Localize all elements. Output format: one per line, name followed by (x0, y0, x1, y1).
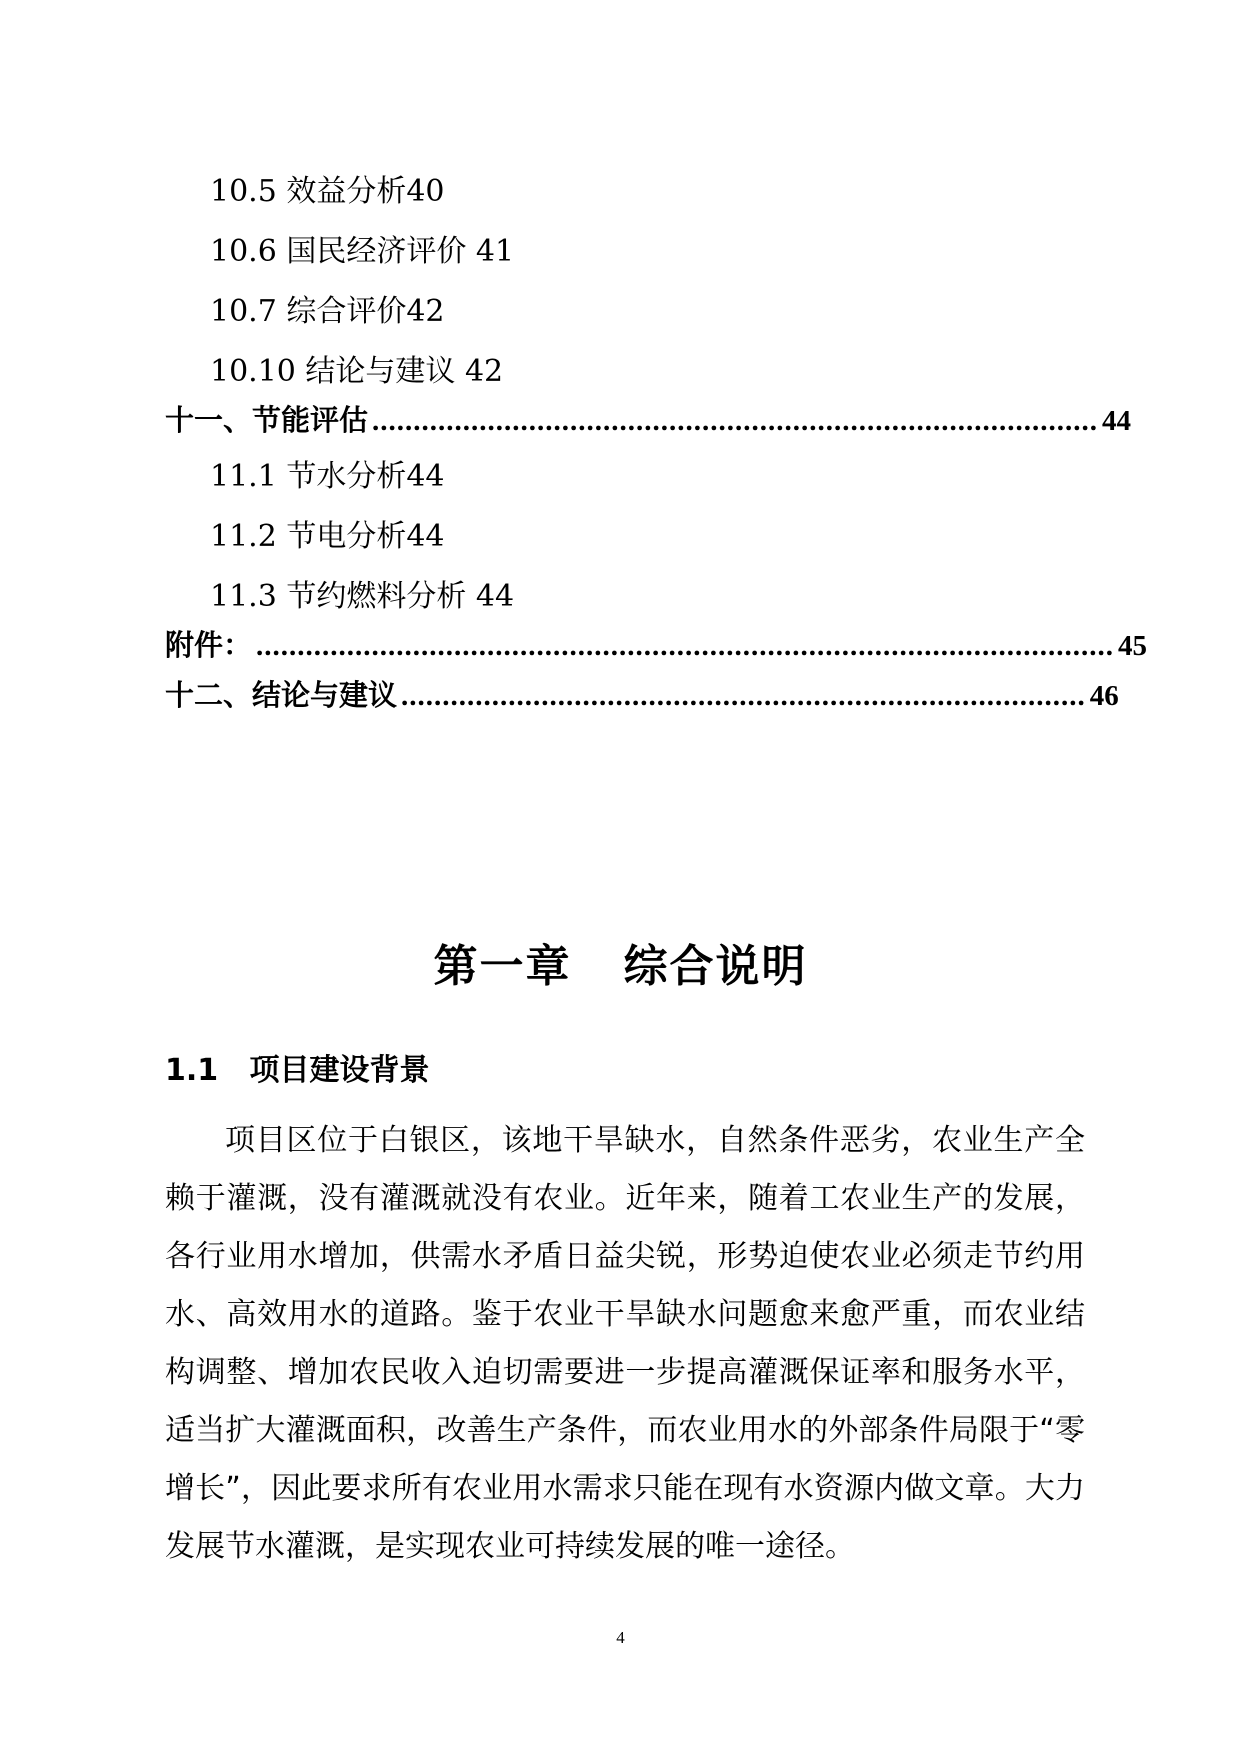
toc-entry-label: 附件： (165, 628, 253, 662)
toc-dot-leader: ........................................................................................................ (256, 630, 1115, 662)
toc-entry-label: 十一、节能评估 (165, 403, 369, 437)
toc-item-11-2: 11.2 节电分析44 (210, 519, 445, 554)
toc-entry-page: 44 (1102, 405, 1132, 437)
toc-item-10-5: 10.5 效益分析40 (210, 174, 445, 209)
toc-item-10-10: 10.10 结论与建议 42 (210, 354, 504, 389)
chapter-title: 第一章 综合说明 (433, 941, 808, 992)
toc-item-11-3: 11.3 节约燃料分析 44 (210, 579, 515, 614)
toc-entry-page: 45 (1118, 630, 1148, 662)
toc-item-11-1: 11.1 节水分析44 (210, 459, 445, 494)
toc-dot-leader: ........................................................................................ (372, 405, 1099, 437)
section-heading: 1.1 项目建设背景 (165, 1053, 430, 1088)
toc-item-10-7: 10.7 综合评价42 (210, 294, 445, 329)
toc-entry-label: 十二、结论与建议 (165, 678, 398, 712)
toc-entry-appendix (165, 625, 1148, 666)
page-number: 4 (616, 1628, 625, 1647)
toc-entry-chapter-11 (165, 400, 1132, 441)
toc-entry-page: 46 (1089, 680, 1119, 712)
toc-entry-chapter-12 (165, 675, 1119, 716)
section-paragraph: 项目区位于白银区，该地干旱缺水，自然条件恶劣，农业生产全赖于灌溉，没有灌溉就没有农业。近年来，随着工农业生产的发展，各行业用水增加，供需水矛盾日益尖锐，形势迫使农业必须走节约用水、高效用水的道路。鉴于农业干旱缺水问题愈来愈严重，而农业结构调整、增加农民收入迫切需要进一步提高灌溉保证率和服务水平，适当扩大灌溉面积，改善生产条件，而农业用水的外部条件局限于“零增长”，因此要求所有农业用水需求只能在现有水资源内做文章。大力发展节水灌溉，是实现农业可持续发展的唯一途径。 (165, 1123, 1085, 1564)
toc-dot-leader: ................................................................................... (401, 680, 1086, 712)
toc-item-10-6: 10.6 国民经济评价 41 (210, 234, 515, 269)
